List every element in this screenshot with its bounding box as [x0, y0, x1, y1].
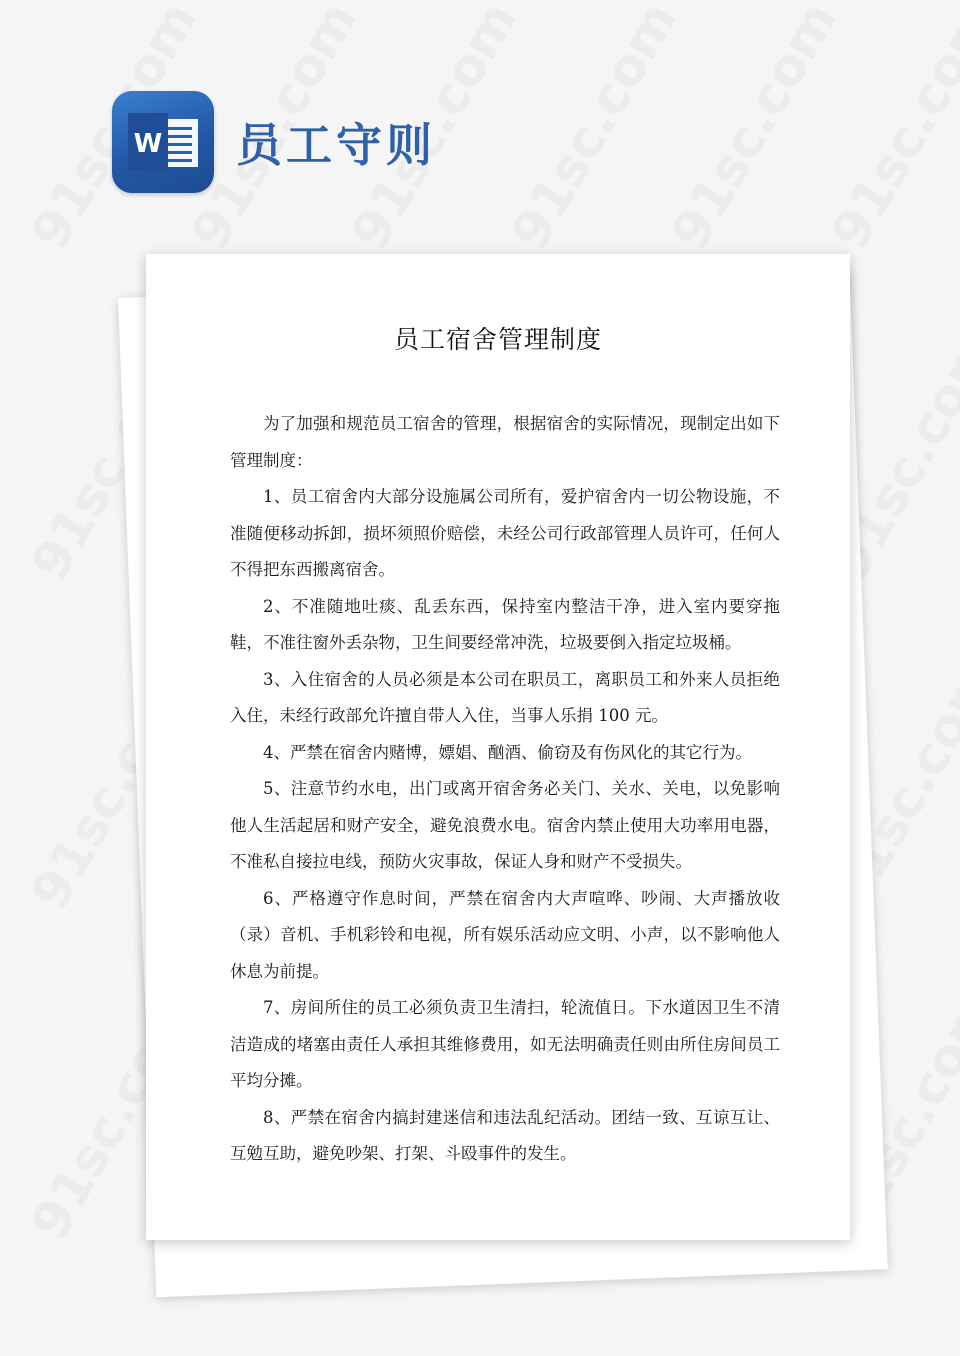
app-title: 员工守则: [236, 118, 436, 172]
watermark-text: [820, 0, 960, 260]
paragraph-rule-5: 5、注意节约水电，出门或离开宿舍务必关门、关水、关电，以免影响他人生活起居和财产安全，避免浪费水电。宿舍内禁止使用大功率用电器，不准私自接拉电线，预防火灾事故，保证人身和财产不受损失。: [230, 779, 780, 871]
word-icon-letter: W: [133, 129, 163, 159]
header: [112, 90, 436, 194]
word-icon: [112, 91, 214, 193]
watermark-text: [660, 0, 849, 260]
paragraph-rule-7: 7、房间所住的员工必须负责卫生清扫，轮流值日。下水道因卫生不清洁造成的堵塞由责任人承担其维修费用，如无法明确责任则由所住房间员工平均分摊。: [230, 998, 780, 1090]
paragraph-rule-6: 6、严格遵守作息时间，严禁在宿舍内大声喧哗、吵闹、大声播放收（录）音机、手机彩铃和电视，所有娱乐活动应文明、小声，以不影响他人休息为前提。: [230, 888, 780, 981]
paragraph-rule-8: 8、严禁在宿舍内搞封建迷信和违法乱纪活动。团结一致、互谅互让、互勉互助，避免吵架、打架、斗殴事件的发生。: [230, 1107, 780, 1163]
paragraph-rule-2: 2、不准随地吐痰、乱丢东西，保持室内整洁干净，进入室内要穿拖鞋，不准往窗外丢杂物，卫生间要经常冲洗，垃圾要倒入指定垃圾桶。: [230, 596, 780, 652]
paragraph-intro: 为了加强和规范员工宿舍的管理，根据宿舍的实际情况，现制定出如下管理制度：: [230, 414, 780, 470]
paragraph-rule-1: 1、员工宿舍内大部分设施属公司所有，爱护宿舍内一切公物设施，不准随便移动拆卸，损坏须照价赔偿，未经公司行政部管理人员许可，任何人不得把东西搬离宿舍。: [230, 487, 780, 579]
document-body: [230, 406, 780, 1173]
document-title: 员工宿舍管理制度: [393, 325, 602, 354]
paragraph-rule-4: 4、严禁在宿舍内赌博，嫖娼、酗酒、偷窃及有伤风化的其它行为。: [263, 742, 752, 762]
document-page: [146, 254, 850, 1240]
paragraph-rule-3: 3、入住宿舍的人员必须是本公司在职员工，离职员工和外来人员拒绝入住，未经行政部允许擅自带人入住，当事人乐捐 100 元。: [230, 669, 780, 725]
watermark-text: [500, 0, 689, 260]
